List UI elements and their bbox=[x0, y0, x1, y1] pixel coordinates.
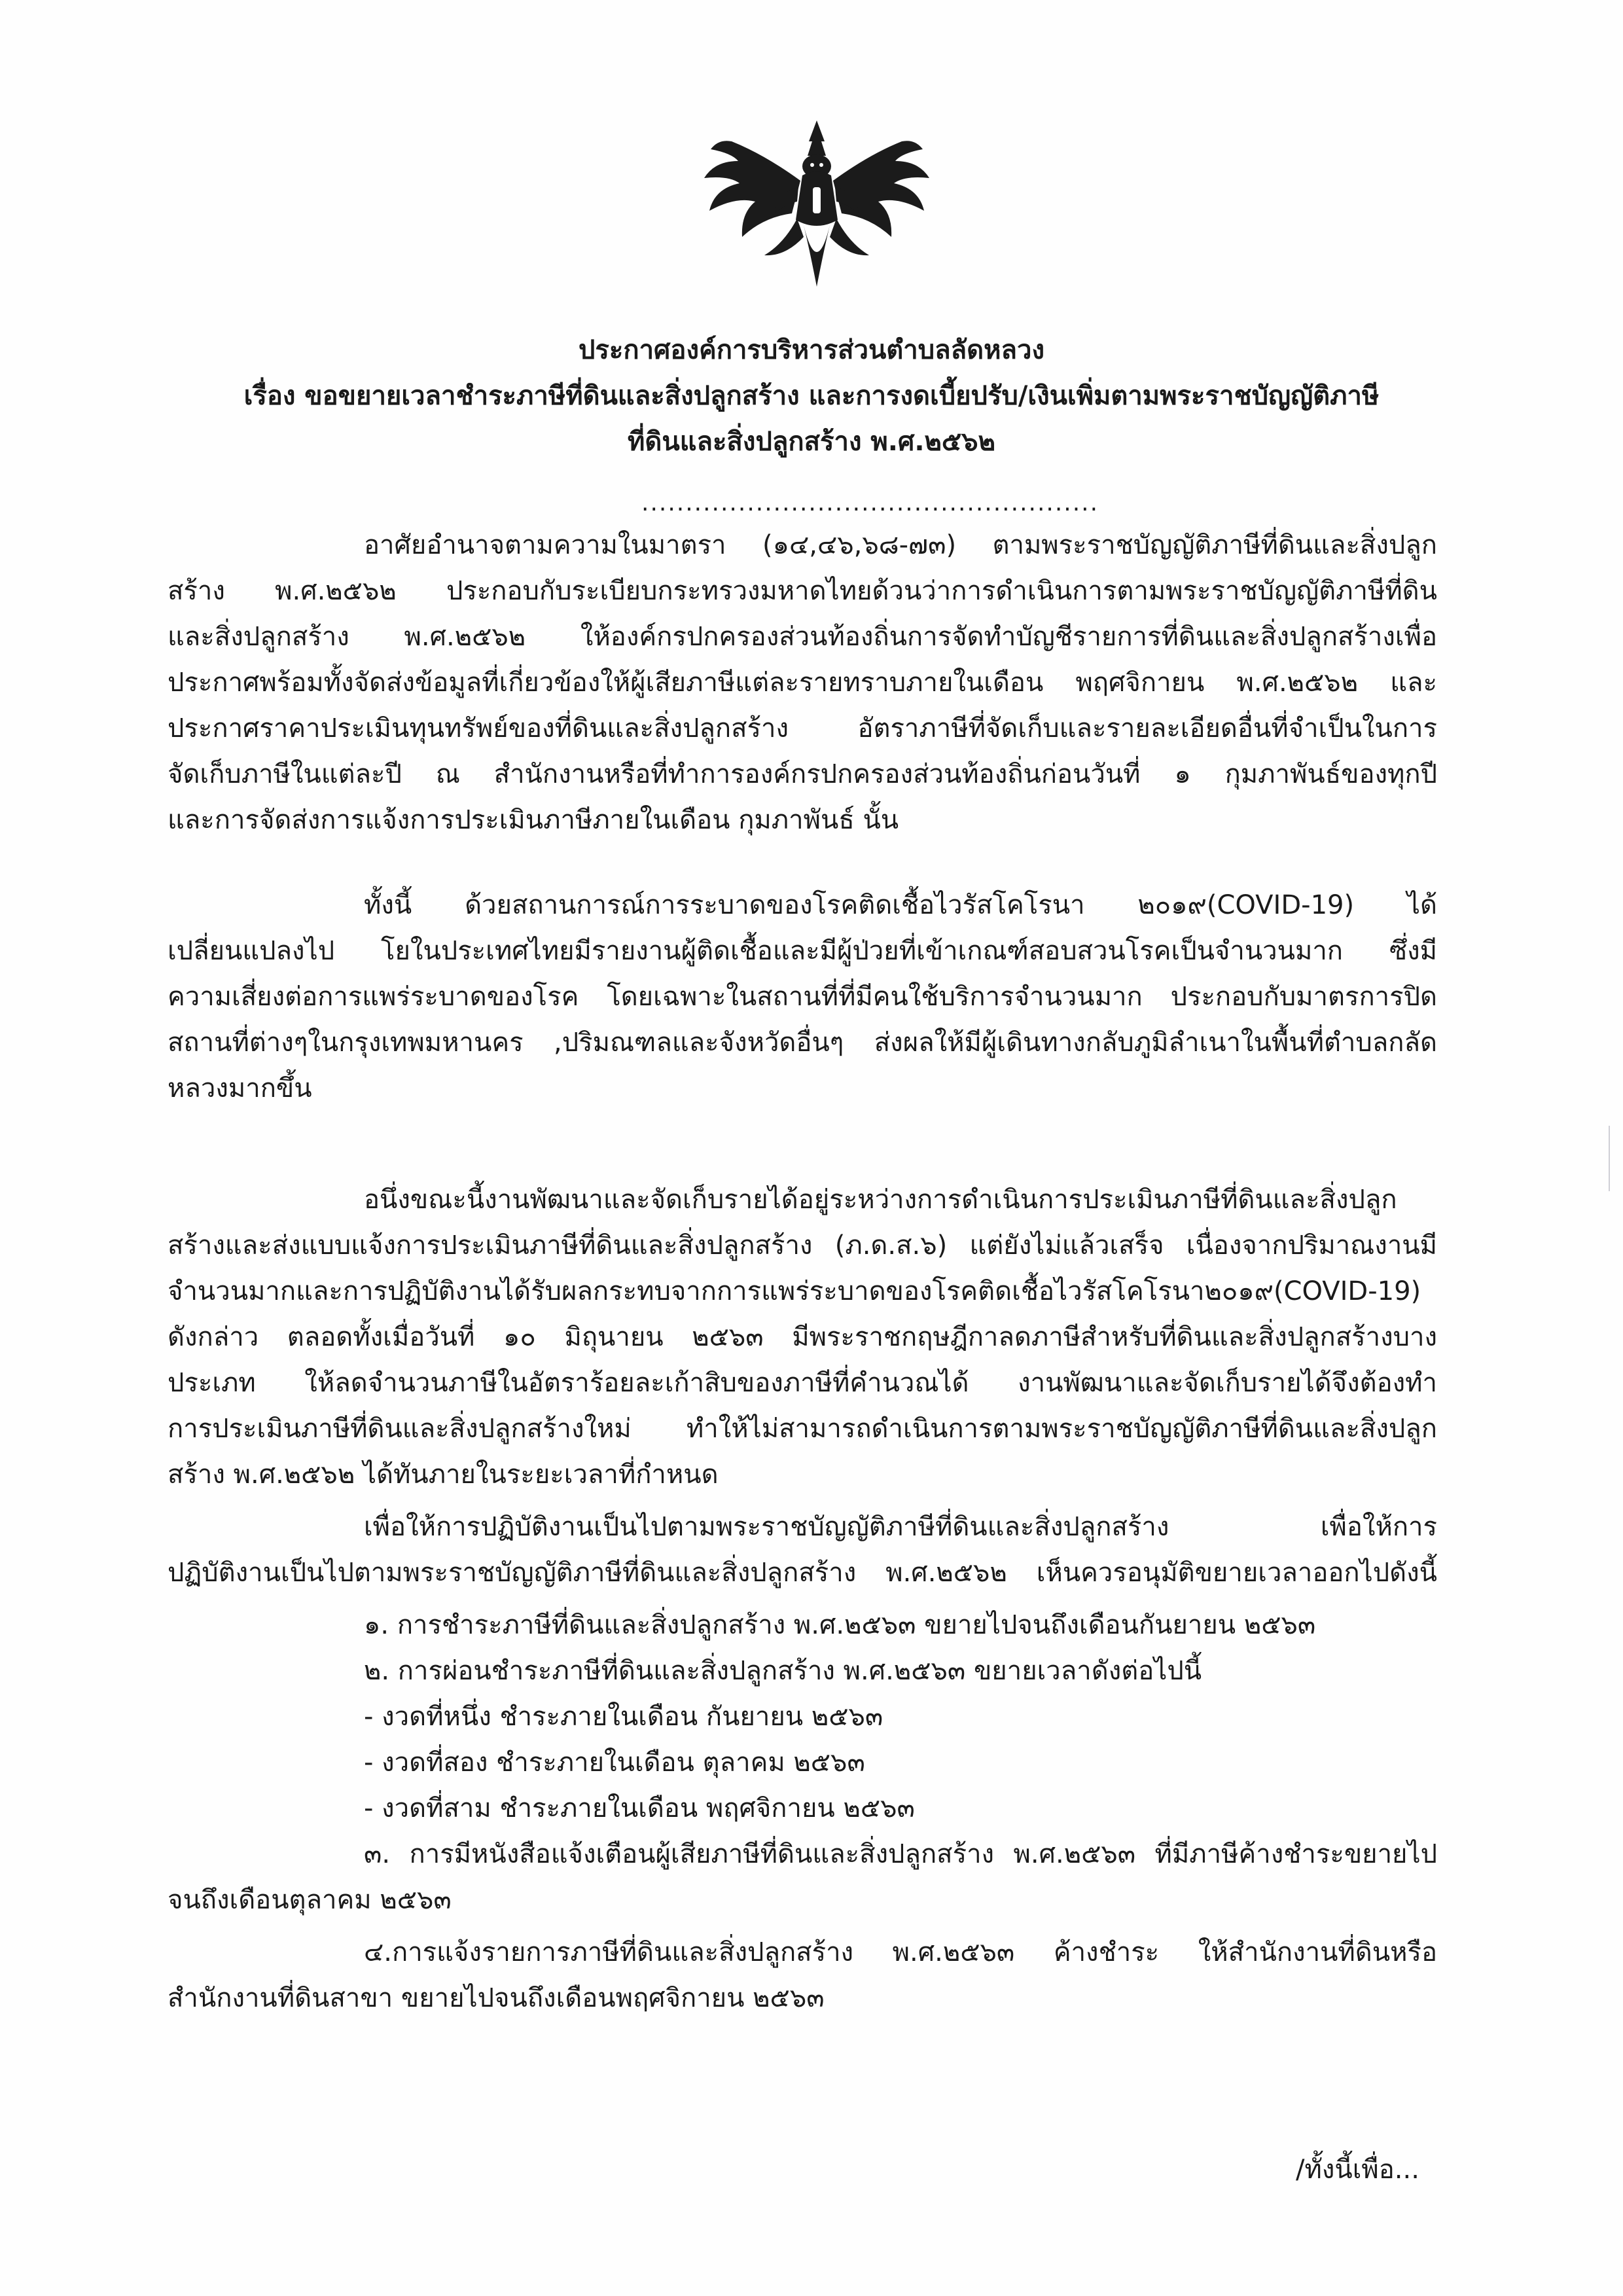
paragraph-3-line: อนึ่งขณะนี้งานพัฒนาและจัดเก็บรายได้อยู่ระหว่างการดำเนินการประเมินภาษีที่ดินและสิ่งปลูก bbox=[364, 1185, 1397, 1215]
page-title: ประกาศองค์การบริหารส่วนตำบลลัดหลวง bbox=[578, 335, 1044, 365]
paragraph-2-line: ทั้งนี้ ด้วยสถานการณ์การระบาดของโรคติดเชื้อไวรัสโคโรนา ๒๐๑๙(COVID-19) ได้ bbox=[364, 890, 1437, 920]
paragraph-2-line: หลวงมากขึ้น bbox=[168, 1073, 312, 1103]
title-separator: .................................................... bbox=[641, 490, 1099, 516]
paragraph-3-line: การประเมินภาษีที่ดินและสิ่งปลูกสร้างใหม่ ทำให้ไม่สามารถดำเนินการตามพระราชบัญญัติภาษีที่ดินและสิ่งปลูก bbox=[168, 1414, 1437, 1444]
page-continuation: /ทั้งนี้เพื่อ... bbox=[1296, 2155, 1419, 2185]
paragraph-4-line: เพื่อให้การปฏิบัติงานเป็นไปตามพระราชบัญญัติภาษีที่ดินและสิ่งปลูกสร้าง เพื่อให้การ bbox=[364, 1512, 1437, 1542]
subject-line-2: ที่ดินและสิ่งปลูกสร้าง พ.ศ.๒๕๖๒ bbox=[628, 427, 995, 457]
paragraph-3-line: สร้าง พ.ศ.๒๕๖๒ ได้ทันภายในระยะเวลาที่กำหนด bbox=[168, 1460, 719, 1490]
list-item: ๑. การชำระภาษีที่ดินและสิ่งปลูกสร้าง พ.ศ.๒๕๖๓ ขยายไปจนถึงเดือนกันยายน ๒๕๖๓ bbox=[364, 1610, 1316, 1640]
paragraph-3-line: สร้างและส่งแบบแจ้งการประเมินภาษีที่ดินและสิ่งปลูกสร้าง (ภ.ด.ส.๖) แต่ยังไม่แล้วเสร็จ เนื่องจากปริมาณงานมี bbox=[168, 1230, 1437, 1261]
paragraph-1-line: และการจัดส่งการแจ้งการประเมินภาษีภายในเดือน กุมภาพันธ์ นั้น bbox=[168, 805, 899, 835]
list-item-3-line: ๓. การมีหนังสือแจ้งเตือนผู้เสียภาษีที่ดินและสิ่งปลูกสร้าง พ.ศ.๒๕๖๓ ที่มีภาษีค้างชำระขยายไป bbox=[364, 1839, 1437, 1869]
paragraph-3-line: ประเภท ให้ลดจำนวนภาษีในอัตราร้อยละเก้าสิบของภาษีที่คำนวณได้ งานพัฒนาและจัดเก็บรายได้จึงต้องทำ bbox=[168, 1368, 1437, 1398]
list-item-4-line: สำนักงานที่ดินสาขา ขยายไปจนถึงเดือนพฤศจิกายน ๒๕๖๓ bbox=[168, 1983, 825, 2013]
paragraph-1-line: ประกาศพร้อมทั้งจัดส่งข้อมูลที่เกี่ยวข้องให้ผู้เสียภาษีแต่ละรายทราบภายในเดือน พฤศจิกายน พ.ศ.๒๕๖๒ และ bbox=[168, 668, 1437, 698]
paragraph-1-line: อาศัยอำนาจตามความในมาตรา (๑๔,๔๖,๖๘-๗๓) ตามพระราชบัญญัติภาษีที่ดินและสิ่งปลูก bbox=[364, 530, 1437, 560]
subject-line-1: เรื่อง ขอขยายเวลาชำระภาษีที่ดินและสิ่งปลูกสร้าง และการงดเบี้ยปรับ/เงินเพิ่มตามพระราชบัญญัติภาษี bbox=[243, 381, 1380, 411]
scan-edge-mark bbox=[1609, 1126, 1610, 1191]
paragraph-1-line: จัดเก็บภาษีในแต่ละปี ณ สำนักงานหรือที่ทำการองค์กรปกครองส่วนท้องถิ่นก่อนวันที่ ๑ กุมภาพันธ์ของทุกปี bbox=[168, 759, 1437, 789]
paragraph-1-line: สร้าง พ.ศ.๒๕๖๒ ประกอบกับระเบียบกระทรวงมหาดไทยด้วนว่าการดำเนินการตามพระราชบัญญัติภาษีที่ดิน bbox=[168, 576, 1437, 606]
paragraph-2-line: เปลี่ยนแปลงไป โยในประเทศไทยมีรายงานผู้ติดเชื้อและมีผู้ป่วยที่เข้าเกณฑ์สอบสวนโรคเป็นจำนวนมาก ซึ่งมี bbox=[168, 936, 1437, 966]
list-item: ๒. การผ่อนชำระภาษีที่ดินและสิ่งปลูกสร้าง พ.ศ.๒๕๖๓ ขยายเวลาดังต่อไปนี้ bbox=[364, 1656, 1202, 1686]
paragraph-2-line: สถานที่ต่างๆในกรุงเทพมหานคร ,ปริมณฑลและจังหวัดอื่นๆ ส่งผลให้มีผู้เดินทางกลับภูมิลำเนาในพื้นที่ตำบลกลัด bbox=[168, 1028, 1437, 1058]
list-item: - งวดที่สอง ชำระภายในเดือน ตุลาคม ๒๕๖๓ bbox=[364, 1748, 865, 1778]
paragraph-4-line: ปฏิบัติงานเป็นไปตามพระราชบัญญัติภาษีที่ดินและสิ่งปลูกสร้าง พ.ศ.๒๕๖๒ เห็นควรอนุมัติขยายเวลาออกไปดังนี้ bbox=[168, 1558, 1437, 1588]
paragraph-3-line: ดังกล่าว ตลอดทั้งเมื่อวันที่ ๑๐ มิถุนายน ๒๕๖๓ มีพระราชกฤษฎีกาลดภาษีสำหรับที่ดินและสิ่งปลูกสร้างบาง bbox=[168, 1322, 1437, 1352]
list-item-3-line: จนถึงเดือนตุลาคม ๒๕๖๓ bbox=[168, 1885, 452, 1915]
paragraph-1-line: และสิ่งปลูกสร้าง พ.ศ.๒๕๖๒ ให้องค์กรปกครองส่วนท้องถิ่นการจัดทำบัญชีรายการที่ดินและสิ่งปลูกสร้างเพื่อ bbox=[168, 622, 1437, 652]
paragraph-2-line: ความเสี่ยงต่อการแพร่ระบาดของโรค โดยเฉพาะในสถานที่ที่มีคนใช้บริการจำนวนมาก ประกอบกับมาตรการปิด bbox=[168, 982, 1437, 1012]
list-item: - งวดที่สาม ชำระภายในเดือน พฤศจิกายน ๒๕๖๓ bbox=[364, 1793, 915, 1823]
list-item-4-line: ๔.การแจ้งรายการภาษีที่ดินและสิ่งปลูกสร้าง พ.ศ.๒๕๖๓ ค้างชำระ ให้สำนักงานที่ดินหรือ bbox=[364, 1937, 1437, 1967]
paragraph-3-line: จำนวนมากและการปฏิบัติงานได้รับผลกระทบจากการแพร่ระบาดของโรคติดเชื้อไวรัสโคโรนา๒๐๑๙(COVID-19) bbox=[168, 1276, 1421, 1306]
garuda-emblem-icon bbox=[692, 115, 941, 292]
list-item: - งวดที่หนึ่ง ชำระภายในเดือน กันยายน ๒๕๖๓ bbox=[364, 1702, 883, 1732]
paragraph-1-line: ประกาศราคาประเมินทุนทรัพย์ของที่ดินและสิ่งปลูกสร้าง อัตราภาษีที่จัดเก็บและรายละเอียดอื่นที่จำเป็นในการ bbox=[168, 713, 1437, 744]
